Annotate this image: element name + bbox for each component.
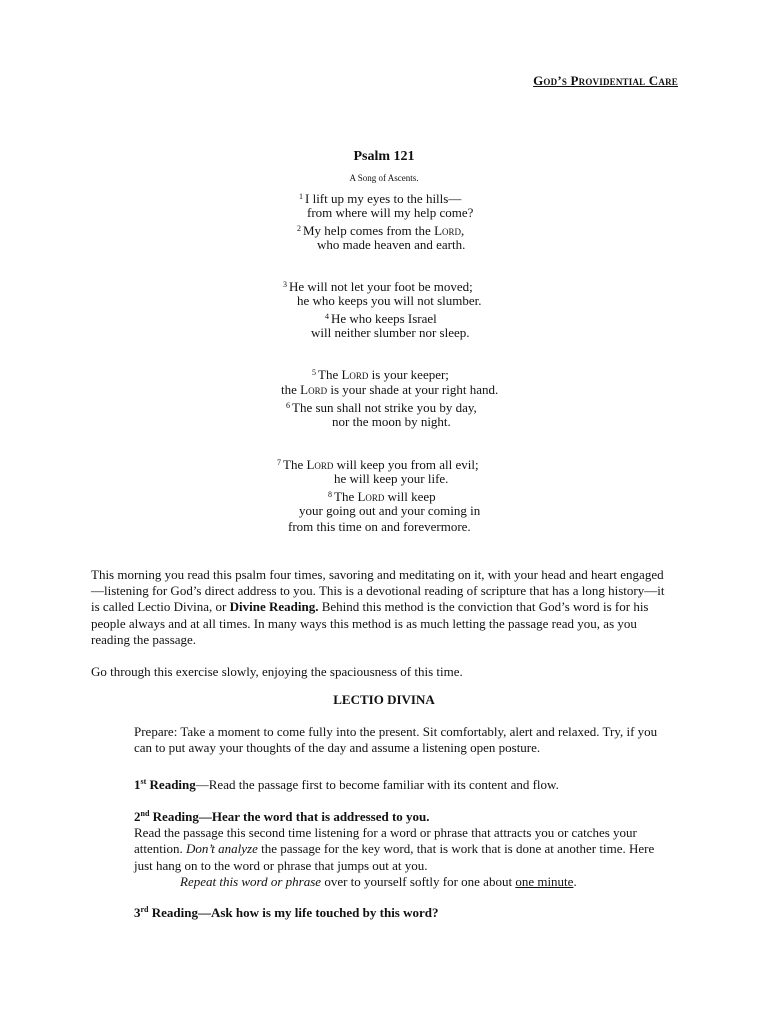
psalm-line: $^7$ The Lord will keep you from all evil; <box>277 457 479 472</box>
divine-name: Lord <box>341 367 369 382</box>
prepare-paragraph: Prepare: Take a moment to come fully into the present. Sit comfortably, alert and relaxed. Try, if you can to put away your thoughts of the day and assume a listening open posture. <box>134 724 658 756</box>
reading-3 <box>134 902 674 921</box>
psalm-title: Psalm 121 <box>353 149 415 164</box>
reading-2-repeat: Repeat this word or phrase over to yourself softly for one about one minute. <box>180 873 577 889</box>
reading-2-heading: 2nd Reading—Hear the word that is addressed to you. <box>134 809 430 824</box>
intro-text-bold: Divine Reading. <box>229 599 319 615</box>
psalm-line: he who keeps you will not slumber. <box>297 293 482 308</box>
psalm-line: $^8$ The Lord will keep <box>328 489 436 504</box>
verse-number: 2 <box>297 224 301 233</box>
verse-number: 4 <box>325 312 329 321</box>
intro-paragraph-2: Go through this exercise slowly, enjoying the spaciousness of this time. <box>91 664 463 679</box>
psalm-line: $^6$ The sun shall not strike you by day, <box>286 400 477 415</box>
reading-1 <box>134 774 674 793</box>
psalm-line: $^3$ He will not let your foot be moved; <box>283 279 473 294</box>
reading-2-text: Read the passage this second time listening for a word or phrase that attracts you or catches your attention. Don’t analyze the passage for the key word, that is work that is done at another time. Here just hang on to the word or phrase that jumps out at you. <box>134 825 655 873</box>
psalm-line: the Lord is your shade at your right hand. <box>281 382 499 397</box>
psalm-line: from this time on and forevermore. <box>288 519 471 534</box>
page-header-title: God’s Providential Care <box>533 73 678 88</box>
intro-paragraph <box>91 567 671 648</box>
psalm-line: he will keep your life. <box>334 471 449 486</box>
intro-text-a: This morning you read this psalm four times, savoring and meditating on it, with your head and heart engaged—listening for God’s direct address to you. This is a devotional reading of scripture that has a long history—it is called Lectio Divina, or <box>91 567 665 615</box>
psalm-line: $^5$ The Lord is your keeper; <box>312 367 449 382</box>
psalm-line: from where will my help come? <box>307 205 474 220</box>
intro-text-b: Behind this method is the conviction that God’s word is for his people always and at all times. In many ways this method is as much letting the passage read you, as you reading the passage. <box>91 599 649 647</box>
section-title: LECTIO DIVINA <box>333 692 435 707</box>
psalm-line: $^4$ He who keeps Israel <box>325 311 437 326</box>
verse-number: 7 <box>277 458 281 467</box>
psalm-line: your going out and your coming in <box>299 503 481 518</box>
psalm-line: will neither slumber nor sleep. <box>311 325 470 340</box>
verse-number: 8 <box>328 490 332 499</box>
psalm-line: nor the moon by night. <box>332 414 451 429</box>
psalm-subtitle: A Song of Ascents. <box>349 173 419 183</box>
divine-name: Lord <box>434 223 462 238</box>
reading-2 <box>134 806 674 890</box>
divine-name: Lord <box>357 489 385 504</box>
verse-number: 6 <box>286 401 290 410</box>
verse-number: 3 <box>283 280 287 289</box>
verse-number: 5 <box>312 368 316 377</box>
divine-name: Lord <box>300 382 328 397</box>
divine-name: Lord <box>306 457 334 472</box>
psalm-line: $^2$ My help comes from the Lord, <box>297 223 465 238</box>
reading-1-text: —Read the passage first to become familiar with its content and flow. <box>195 777 559 792</box>
verse-number: 1 <box>299 192 303 201</box>
psalm-line: who made heaven and earth. <box>317 237 466 252</box>
reading-1-heading: 1st Reading <box>134 777 196 792</box>
psalm-line: $^1$ I lift up my eyes to the hills— <box>299 191 462 206</box>
reading-3-heading: 3rd Reading—Ask how is my life touched by this word? <box>134 905 439 920</box>
